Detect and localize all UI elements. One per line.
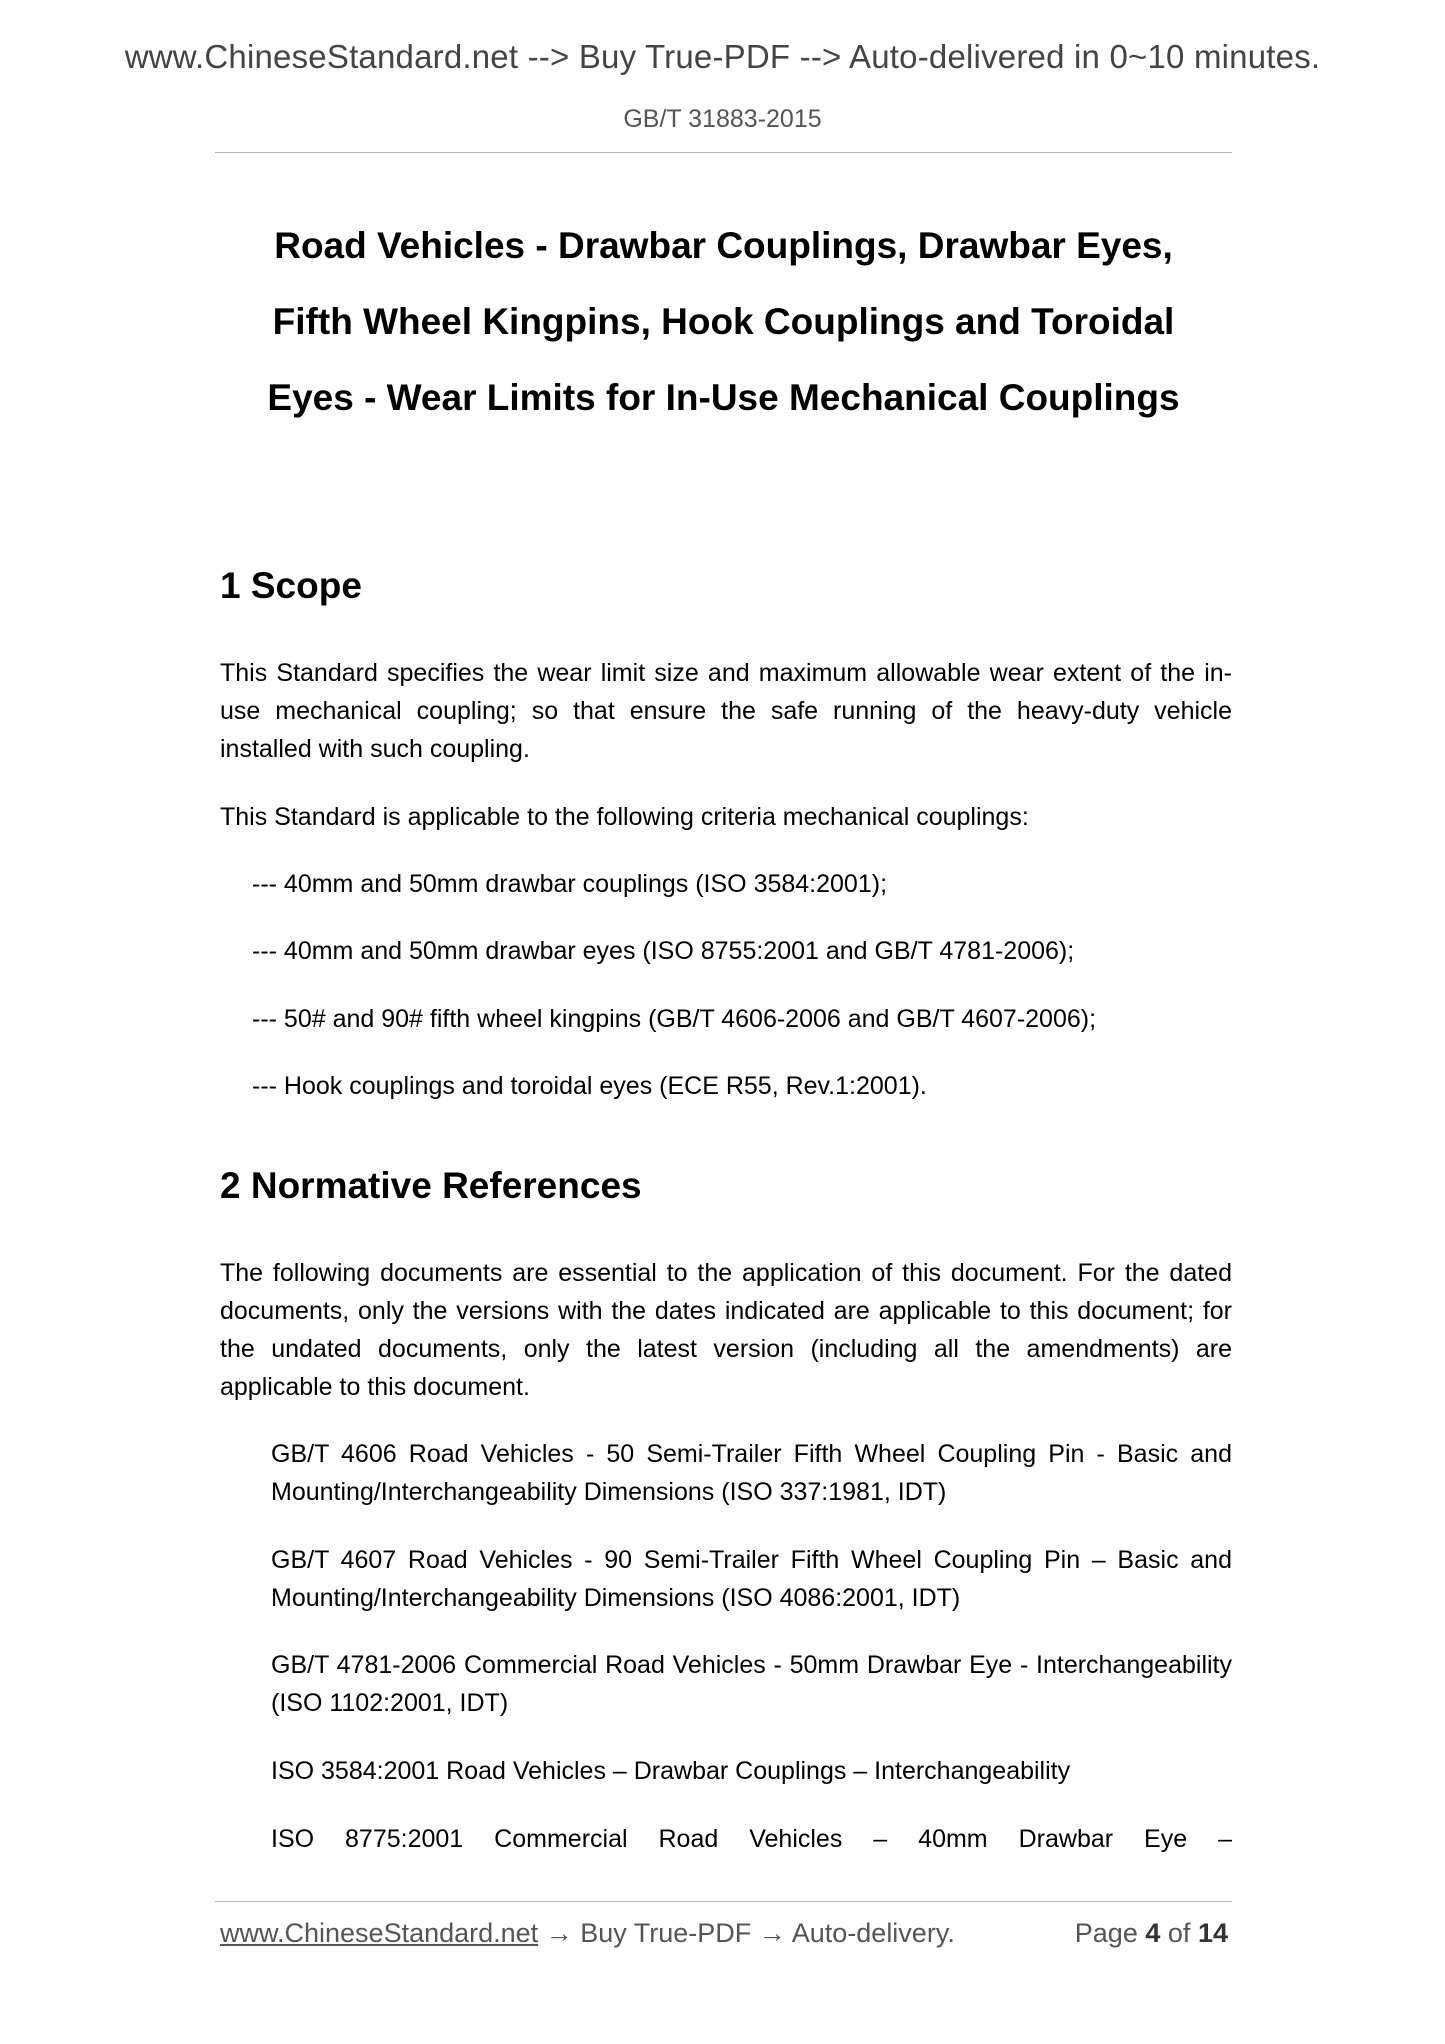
page-indicator [1075,1918,1228,1949]
reference-item: GB/T 4607 Road Vehicles - 90 Semi-Trailer Fifth Wheel Coupling Pin – Basic and Mounting/Interchangeability Dimensions (ISO 4086:2001, IDT) [271,1546,1232,1612]
reference-item: ISO 3584:2001 Road Vehicles – Drawbar Couplings – Interchangeability [271,1757,1071,1785]
scope-paragraph: This Standard specifies the wear limit size and maximum allowable wear extent of the in-use mechanical coupling; so that ensure the safe running of the heavy-duty vehicle installed with such coupling. [220,659,1232,763]
section-heading-normative-references: 2 Normative References [220,1165,642,1206]
list-item: --- 50# and 90# fifth wheel kingpins (GB/T 4606-2006 and GB/T 4607-2006); [252,1005,1097,1033]
reference-item: ISO 8775:2001 Commercial Road Vehicles – 40mm Drawbar Eye – [271,1825,1232,1853]
section-heading-scope: 1 Scope [220,565,362,606]
references-intro: The following documents are essential to the application of this document. For the dated documents, only the versions with the dates indicated are applicable to this document; for the undated documents, only the latest version (including all the amendments) are applicable to this document. [220,1259,1232,1401]
reference-item: GB/T 4606 Road Vehicles - 50 Semi-Trailer Fifth Wheel Coupling Pin - Basic and Mounting/Interchangeability Dimensions (ISO 337:1981, IDT) [271,1440,1232,1506]
footer [220,1918,1232,1958]
title-line-3: Eyes - Wear Limits for In-Use Mechanical Couplings [267,377,1180,418]
footer-text: → Buy True-PDF → Auto-delivery. [538,1918,955,1948]
document-title [215,208,1232,436]
list-item: --- 40mm and 50mm drawbar eyes (ISO 8755:2001 and GB/T 4781-2006); [252,937,1075,965]
page-total: 14 [1197,1918,1228,1948]
scope-applicability: This Standard is applicable to the following criteria mechanical couplings: [220,803,1029,831]
list-item: --- 40mm and 50mm drawbar couplings (ISO 3584:2001); [252,870,888,898]
title-line-1: Road Vehicles - Drawbar Couplings, Drawbar Eyes, [274,225,1173,266]
reference-item: GB/T 4781-2006 Commercial Road Vehicles - 50mm Drawbar Eye - Interchangeability (ISO 1102:2001, IDT) [271,1651,1232,1717]
list-item: --- Hook couplings and toroidal eyes (ECE R55, Rev.1:2001). [252,1072,927,1100]
page-label: Page [1074,1918,1138,1948]
header-divider [215,152,1232,153]
standard-number: GB/T 31883-2015 [623,105,822,133]
top-banner: www.ChineseStandard.net --> Buy True-PDF --> Auto-delivered in 0~10 minutes. [124,38,1321,75]
title-line-2: Fifth Wheel Kingpins, Hook Couplings and Toroidal [272,301,1175,342]
footer-site-link[interactable]: www.ChineseStandard.net [220,1918,539,1948]
page-of: of [1167,1918,1191,1948]
page-current: 4 [1145,1918,1161,1948]
footer-divider [215,1901,1232,1902]
